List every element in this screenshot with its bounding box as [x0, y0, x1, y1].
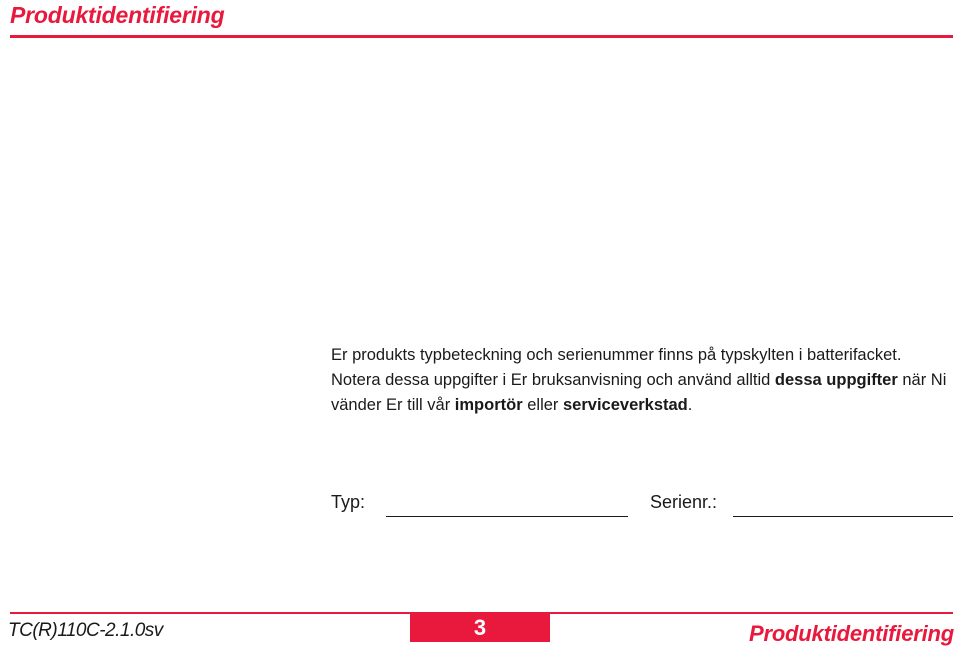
instructions-text-1: Notera dessa uppgifter i Er bruksanvisning och använd alltid [331, 371, 775, 389]
footer-title: Produktidentifiering [748, 621, 954, 646]
instructions-text-end: . [687, 396, 693, 414]
header-divider [10, 35, 953, 38]
instructions-text-2: när Ni vänder Er till vår [331, 371, 947, 414]
serial-field-line[interactable] [733, 516, 953, 517]
header-title: Produktidentifiering [10, 2, 225, 28]
paragraph-instructions [331, 368, 956, 418]
paragraph-location: Er produkts typbeteckning och serienummer finns på typskylten i batterifacket. [331, 346, 902, 364]
body-text [331, 343, 956, 418]
instructions-text-3: eller [522, 396, 563, 414]
instructions-bold-1: dessa uppgifter [774, 371, 898, 389]
page-number: 3 [410, 614, 550, 642]
instructions-bold-3: serviceverkstad [563, 396, 688, 414]
instructions-bold-2: importör [454, 396, 523, 414]
document-id: TC(R)110C-2.1.0sv [8, 620, 163, 641]
serial-label: Serienr.: [650, 492, 718, 512]
identification-form [331, 492, 956, 522]
type-field-line[interactable] [386, 516, 628, 517]
type-label: Typ: [331, 492, 366, 512]
